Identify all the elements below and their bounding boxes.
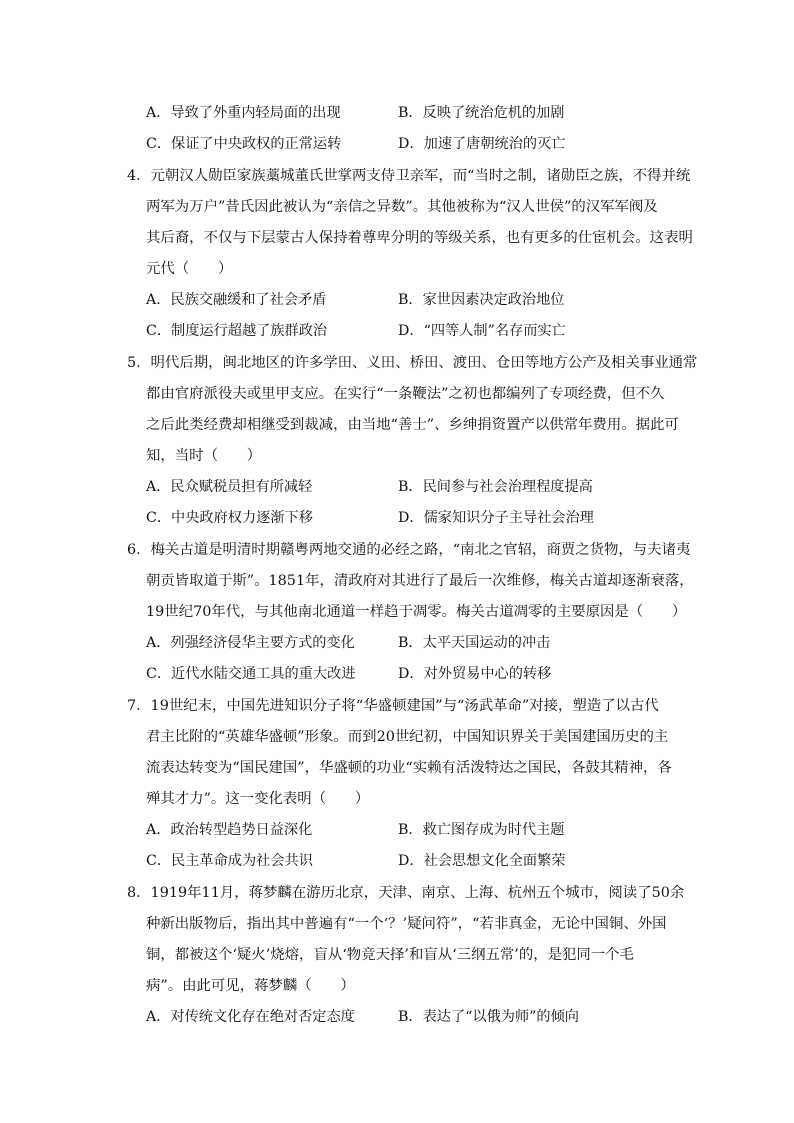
q6-stem-line-2: 朝贡皆取道于斯”。1851年，清政府对其进行了最后一次维修，梅关古道却逐渐衰落，	[146, 573, 694, 589]
q8-stem-line-2: 种新出版物后，指出其中普遍有“一个‘？’疑问符”，“若非真金，无论中国铜、外国	[146, 916, 667, 932]
q6-option-c[interactable]: C．近代水陆交通工具的重大改进	[146, 666, 356, 682]
q4-stem-line-4: 元代（ ）	[146, 261, 233, 277]
q5-option-d[interactable]: D．儒家知识分子主导社会治理	[398, 510, 594, 526]
q5-option-c[interactable]: C．中央政府权力逐渐下移	[146, 510, 313, 526]
q5-option-b[interactable]: B．民间参与社会治理程度提高	[398, 479, 593, 495]
q3-option-a[interactable]: A．导致了外重内轻局面的出现	[146, 105, 341, 121]
q6-option-b[interactable]: B．太平天国运动的冲击	[398, 635, 551, 651]
q6-stem-line-3: 19世纪70年代，与其他南北通道一样趋于凋零。梅关古道凋零的主要原因是（ ）	[146, 604, 687, 620]
q7-stem-line-2: 君主比附的“英雄华盛顿”形象。而到20世纪初，中国知识界关于美国建国历史的主	[146, 729, 669, 745]
q5-stem-line-1: 5．明代后期，闽北地区的许多学田、义田、桥田、渡田、仓田等地方公产及相关事业通常	[127, 355, 698, 371]
q4-option-d[interactable]: D．“四等人制”名存而实亡	[398, 323, 566, 339]
q3-option-c[interactable]: C．保证了中央政权的正常运转	[146, 136, 342, 152]
q7-option-d[interactable]: D．社会思想文化全面繁荣	[398, 853, 566, 869]
q7-stem-line-4: 殚其才力”。这一变化表明（ ）	[146, 791, 370, 807]
q5-option-a[interactable]: A．民众赋税员担有所减轻	[146, 479, 313, 495]
q4-option-c[interactable]: C．制度运行超越了族群政治	[146, 323, 328, 339]
q6-option-a[interactable]: A．列强经济侵华主要方式的变化	[146, 635, 355, 651]
q4-option-b[interactable]: B．家世因素决定政治地位	[398, 292, 565, 308]
q6-stem-line-1: 6．梅关古道是明清时期赣粤两地交通的必经之路，“南北之官轺，商贾之货物，与夫诸夷	[127, 542, 691, 558]
q7-option-c[interactable]: C．民主革命成为社会共识	[146, 853, 313, 869]
q5-stem-line-2: 都由官府派役夫或里甲支应。在实行“一条鞭法”之初也都编列了专项经费，但不久	[146, 386, 665, 402]
q8-stem-line-1: 8．1919年11月，蒋梦麟在游历北京，天津、南京、上海、杭州五个城市，阅读了50余	[127, 885, 685, 901]
q5-stem-line-4: 知，当时（ ）	[146, 448, 262, 464]
q8-option-b[interactable]: B．表达了“以俄为师”的倾向	[398, 1009, 579, 1025]
q4-option-a[interactable]: A．民族交融缓和了社会矛盾	[146, 292, 327, 308]
q8-stem-line-4: 病”。由此可见，蒋梦麟（ ）	[146, 978, 355, 994]
q3-option-b[interactable]: B．反映了统治危机的加剧	[398, 105, 565, 121]
q3-option-d[interactable]: D．加速了唐朝统治的灭亡	[398, 136, 566, 152]
q8-stem-line-3: 铜，都被这个‘疑火’烧熔，盲从‘物竞天择’和盲从‘三纲五常’的，是犯同一个毛	[146, 947, 634, 963]
q7-option-b[interactable]: B．救亡图存成为时代主题	[398, 822, 565, 838]
q4-stem-line-3: 其后裔，不仅与下层蒙古人保持着尊卑分明的等级关系，也有更多的仕宦机会。这表明	[146, 230, 693, 246]
q5-stem-line-3: 之后此类经费却相继受到裁减，由当地“善士”、乡绅捐资置产以供常年费用。据此可	[146, 417, 679, 433]
q7-stem-line-1: 7．19世纪末，中国先进知识分子将“华盛顿建国”与“汤武革命”对接，塑造了以古代	[127, 698, 659, 714]
q7-option-a[interactable]: A．政治转型趋势日益深化	[146, 822, 313, 838]
q4-stem-line-1: 4．元朝汉人勋臣家族藁城董氏世掌两支侍卫亲军，而“当时之制，诸勋臣之族，不得并统	[127, 168, 691, 184]
q6-option-d[interactable]: D．对外贸易中心的转移	[398, 666, 552, 682]
q4-stem-line-2: 两军为万户”昔氏因此被认为“亲信之异数”。其他被称为“汉人世侯”的汉军军阀及	[146, 199, 658, 215]
q7-stem-line-3: 流表达转变为“国民建国”，华盛顿的功业“实赖有活泼特达之国民，各鼓其精神，各	[146, 760, 672, 776]
q8-option-a[interactable]: A．对传统文化存在绝对否定态度	[146, 1009, 355, 1025]
